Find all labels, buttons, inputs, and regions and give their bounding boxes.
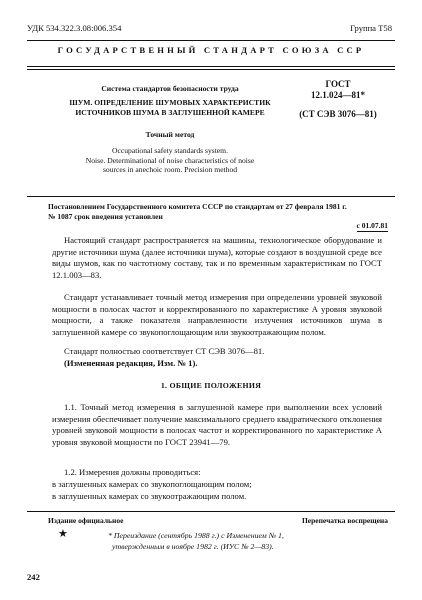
title-block-rule xyxy=(27,196,395,197)
standard-system-name: Система стандартов безопасности труда xyxy=(101,84,239,93)
group-code: Группа Т58 xyxy=(350,23,392,33)
reissue-footnote: * Переиздание (сентябрь 1988 г.) с Изменением № 1, утвержденным в ноябре 1982 г. (ИУС № 2—83). xyxy=(108,531,284,551)
top-rule xyxy=(27,40,395,41)
document-title-en: Occupational safety standards system. Noise. Determinational of noise characteristics of noise sources in anechoic room. Precision method xyxy=(85,146,255,174)
document-title-ru: ШУМ. ОПРЕДЕЛЕНИЕ ШУМОВЫХ ХАРАКТЕРИСТИК ИСТОЧНИКОВ ШУМА В ЗАГЛУШЕННОЙ КАМЕРЕ xyxy=(69,98,271,117)
conformity-paragraph: Стандарт полностью соответствует СТ СЭВ 3076—81. xyxy=(64,346,265,356)
section-heading: 1. ОБЩИЕ ПОЛОЖЕНИЯ xyxy=(160,381,262,390)
reprint-forbidden-label: Перепечатка воспрещена xyxy=(301,516,388,525)
effective-date: с 01.07.81 xyxy=(356,221,388,230)
method-paragraph: Стандарт устанавливает точный метод измерения при определении уровней звуковой мощности в полосах частот и корректированного по характеристике А уровня звуковой мощности, а также показателя направленности излучения источников шума в заглушенной камере со звукопоглощающим или звукоотражающим полом. xyxy=(52,292,382,337)
clause-1-2: 1.2. Измерения должны проводиться: xyxy=(64,467,201,477)
heading-rule-upper xyxy=(27,66,395,67)
method-subtitle: Точный метод xyxy=(145,130,195,139)
decree-statement: Постановлением Государственного комитета СССР по стандартам от 27 февраля 1981 г. № 1087 срок введения установлен xyxy=(48,202,347,221)
official-edition-label: Издание официальное xyxy=(48,516,124,525)
gost-designation: ГОСТ 12.1.024—81* (СТ СЭВ 3076—81) xyxy=(299,79,377,119)
list-item: в заглушенных камерах со звукоотражающим полом. xyxy=(52,491,247,501)
page-number: 242 xyxy=(27,572,40,582)
amendment-note: (Измененная редакция, Изм. № 1). xyxy=(64,358,198,368)
scope-paragraph: Настоящий стандарт распространяется на машины, технологическое оборудование и другие источники шума (далее источники шума), которые создают в воздушной среде все виды шумов, как по частотному составу, так и по временным характеристикам по ГОСТ 12.1.003—83. xyxy=(52,235,382,280)
heading-rule-lower xyxy=(27,69,395,70)
star-icon: ★ xyxy=(58,528,68,540)
clause-1-1: 1.1. Точный метод измерения в заглушенной камере при выполнении всех условий измерения обеспечивает получение максимального среднего квадратического отклонения уровней звуковой мощности в полосах частот и корректированного по характеристике А уровня звуковой мощности по ГОСТ 23941—79. xyxy=(52,402,382,447)
udk-code: УДК 534.322.3.08:006.354 xyxy=(27,23,122,33)
list-item: в заглушенных камерах со звукопоглощающим полом; xyxy=(52,479,252,489)
footer-rule xyxy=(27,511,395,512)
state-standard-heading: ГОСУДАРСТВЕННЫЙ СТАНДАРТ СОЮЗА ССР xyxy=(57,45,365,55)
